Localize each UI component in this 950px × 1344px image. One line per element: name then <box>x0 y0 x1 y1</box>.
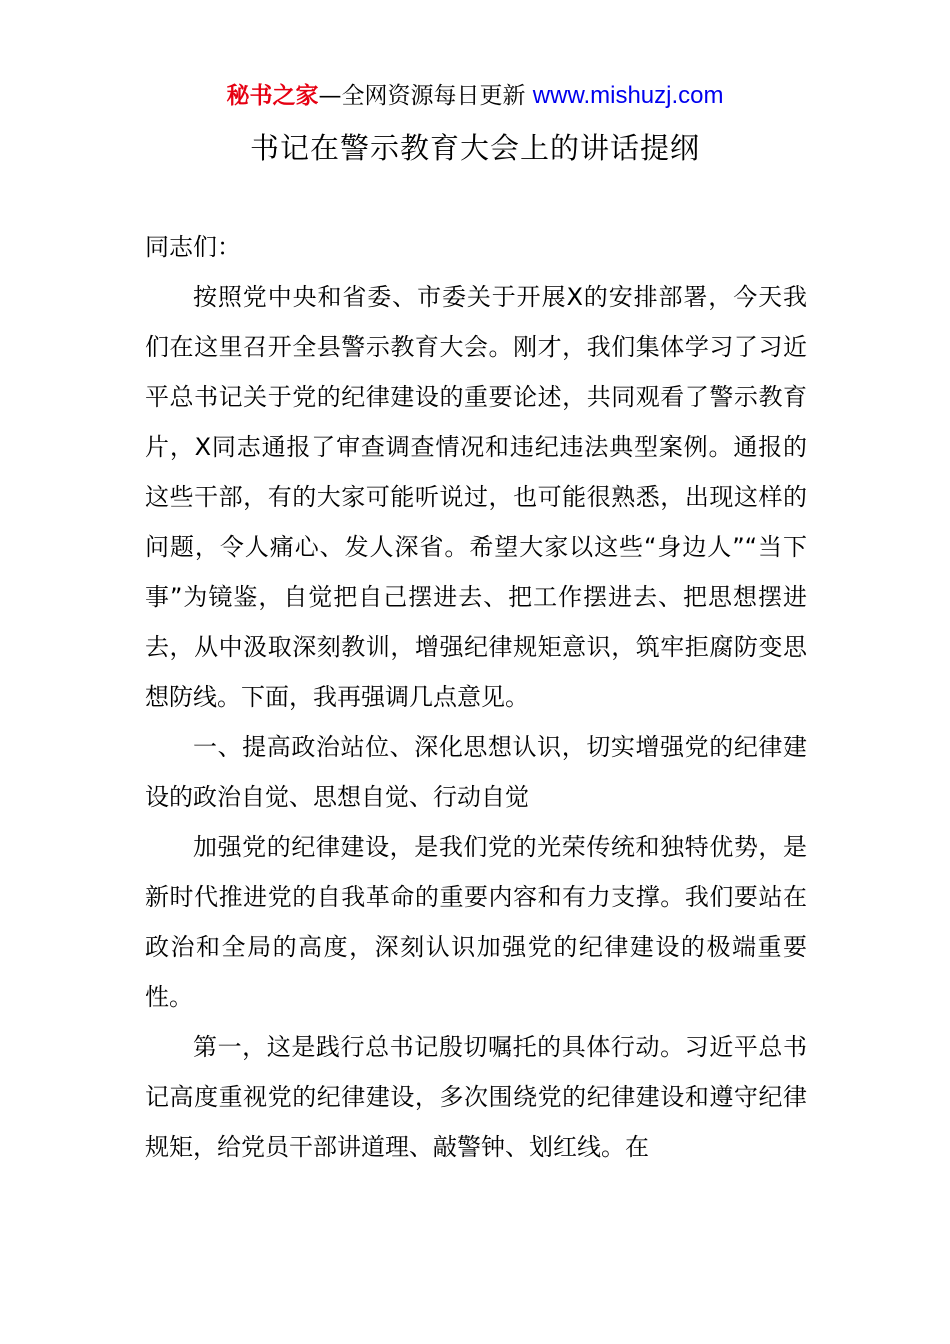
section-heading-1: 一、提高政治站位、深化思想认识，切实增强党的纪律建设的政治自觉、思想自觉、行动自觉 <box>145 733 807 811</box>
paragraph-section-1: 加强党的纪律建设，是我们党的光荣传统和独特优势，是新时代推进党的自我革命的重要内容和有力支撑。我们要站在政治和全局的高度，深刻认识加强党的纪律建设的极端重要性。 <box>145 833 807 1011</box>
document-body <box>145 222 807 1172</box>
paragraph-intro: 按照党中央和省委、市委关于开展X的安排部署，今天我们在这里召开全县警示教育大会。刚才，我们集体学习了习近平总书记关于党的纪律建设的重要论述，共同观看了警示教育片，X同志通报了审查调查情况和违纪违法典型案例。通报的这些干部，有的大家可能听说过，也可能很熟悉，出现这样的问题，令人痛心、发人深省。希望大家以这些“身边人”“当下事”为镜鉴，自觉把自己摆进去、把工作摆进去、把思想摆进去，从中汲取深刻教训，增强纪律规矩意识，筑牢拒腐防变思想防线。下面，我再强调几点意见。 <box>145 283 807 711</box>
document-title: 书记在警示教育大会上的讲话提纲 <box>249 131 700 165</box>
site-url-link[interactable]: www.mishuzj.com <box>532 82 724 109</box>
site-brand: 秘书之家 <box>226 83 319 109</box>
salutation: 同志们： <box>145 233 241 261</box>
site-header <box>0 80 950 112</box>
paragraph-point-1: 第一，这是践行总书记殷切嘱托的具体行动。习近平总书记高度重视党的纪律建设，多次围绕党的纪律建设和遵守纪律规矩，给党员干部讲道理、敲警钟、划红线。在 <box>145 1033 807 1161</box>
site-tagline: —全网资源每日更新 <box>318 83 526 109</box>
